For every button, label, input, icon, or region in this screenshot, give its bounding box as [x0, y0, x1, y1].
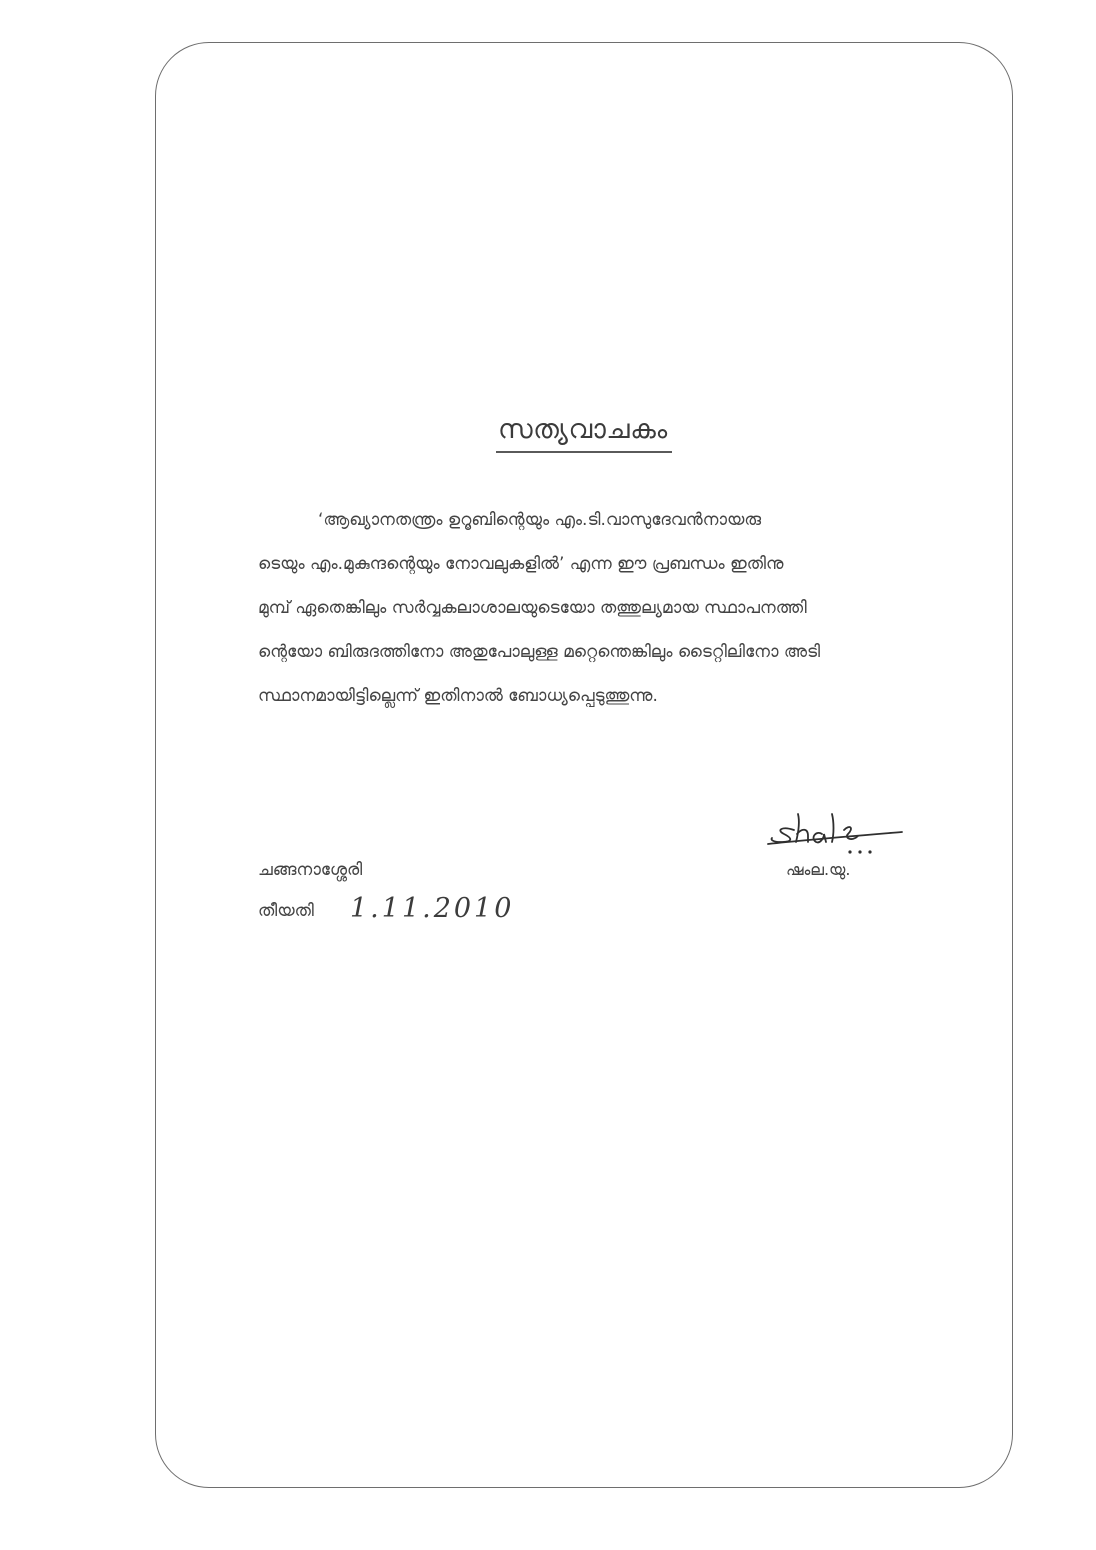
page-frame	[155, 42, 1013, 1488]
date-value: 1.11.2010	[350, 893, 515, 924]
body-line-2: ടെയും എം.മുകുന്ദന്റെയും നോവലുകളിൽ’ എന്ന ഈ പ്രബന്ധം ഇതിനു	[258, 554, 784, 574]
date-label: തീയതി	[258, 901, 314, 921]
body-line-4: ന്റെയോ ബിരുദത്തിനോ അതുപോലുള്ള മറ്റെന്തെങ്കിലും ടൈറ്റിലിനോ അടി	[258, 642, 821, 662]
signer-name: ഷംല.യു.	[786, 860, 851, 879]
title-underline	[496, 451, 672, 453]
body-line-3: മുമ്പ് ഏതെങ്കിലും സർവ്വകലാശാലയുടെയോ തത്തുല്യമായ സ്ഥാപനത്തി	[258, 598, 807, 618]
place-name: ചങ്ങനാശ്ശേരി	[258, 860, 363, 880]
body-line-1: ‘ആഖ്യാനതന്ത്രം ഉറൂബിന്റെയും എം.ടി.വാസുദേവൻനായരു	[318, 510, 762, 530]
signature	[764, 800, 906, 856]
body-line-5: സ്ഥാനമായിട്ടില്ലെന്ന് ഇതിനാൽ ബോധ്യപ്പെടുത്തുന്നു.	[258, 686, 658, 706]
document-title: സത്യവാചകം	[498, 414, 668, 445]
